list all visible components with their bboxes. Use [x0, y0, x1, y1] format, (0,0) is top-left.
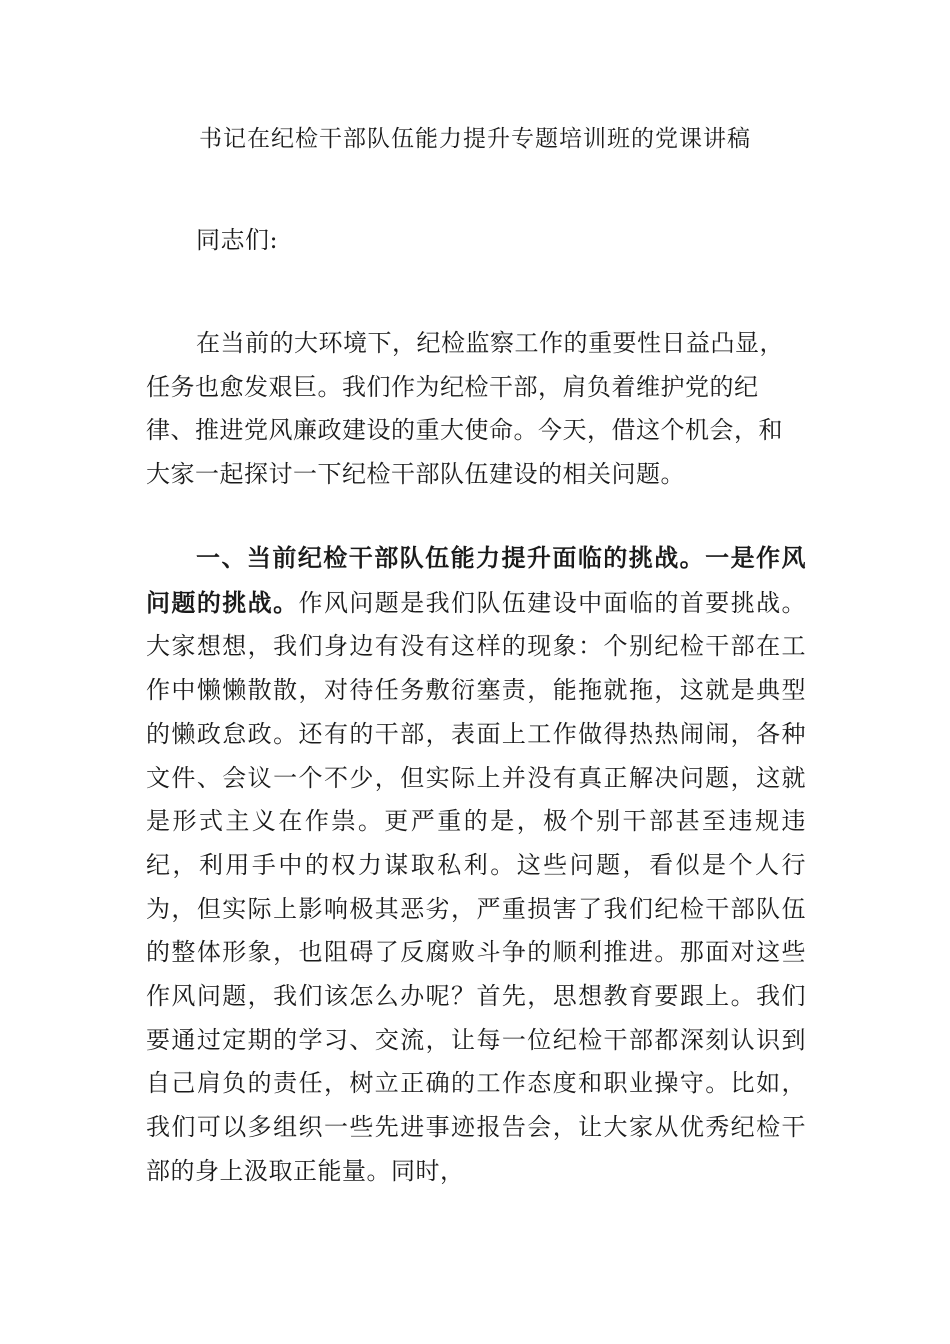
document-title: 书记在纪检干部队伍能力提升专题培训班的党课讲稿 [199, 126, 751, 152]
paragraph-challenges [146, 536, 806, 1194]
paragraph-challenges-text: 作风问题是我们队伍建设中面临的首要挑战。大家想想，我们身边有没有这样的现象：个别纪检干部在工作中懒懒散散，对待任务敷衍塞责，能拖就拖，这就是典型的懒政怠政。还有的干部，表面上工作做得热热闹闹，各种文件、会议一个不少，但实际上并没有真正解决问题，这就是形式主义在作祟。更严重的是，极个别干部甚至违规违纪，利用手中的权力谋取私利。这些问题，看似是个人行为，但实际上影响极其恶劣，严重损害了我们纪检干部队伍的整体形象，也阻碍了反腐败斗争的顺利推进。那面对这些作风问题，我们该怎么办呢？首先，思想教育要跟上。我们要通过定期的学习、交流，让每一位纪检干部都深刻认识到自己肩负的责任，树立正确的工作态度和职业操守。比如，我们可以多组织一些先进事迹报告会，让大家从优秀纪检干部的身上汲取正能量。同时， [146, 588, 807, 1185]
salutation: 同志们: [196, 226, 279, 254]
section-heading: 一、当前纪检干部队伍能力提升面临的挑战。 [196, 543, 706, 572]
paragraph-intro: 在当前的大环境下，纪检监察工作的重要性日益凸显，任务也愈发艰巨。我们作为纪检干部，肩负着维护党的纪律、推进党风廉政建设的重大使命。今天，借这个机会，和大家一起探讨一下纪检干部队伍建设的相关问题。 [146, 329, 784, 489]
subsection-heading: 一是作风问题的挑战。 [146, 543, 807, 617]
